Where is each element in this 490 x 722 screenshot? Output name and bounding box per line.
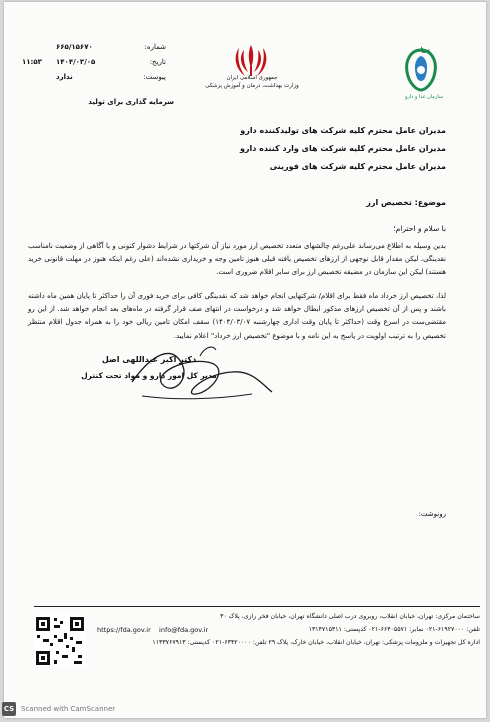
camscanner-watermark xyxy=(2,699,202,719)
signatory-title: مدیر کل امور دارو و مواد تحت کنترل xyxy=(81,371,217,380)
letter-time: ۱۱:۵۳ xyxy=(22,58,42,66)
letter-date-value: ۱۴۰۴/۰۳/۰۵ xyxy=(56,58,96,66)
fda-caption: سازمان غذا و دارو xyxy=(404,94,444,100)
cc-label: رونوشت: xyxy=(418,510,446,518)
recipient-line: مدیران عامل محترم کلیه شرکت های تولیدکننده دارو xyxy=(240,126,446,135)
letter-date-row xyxy=(56,55,166,70)
ministry-line-2: وزارت بهداشت، درمان و آموزش پزشکی xyxy=(205,83,299,89)
letter-meta xyxy=(22,40,166,85)
signatory-name: دکتر اکبر عبداللهی اصل xyxy=(101,355,197,364)
fda-logo-icon xyxy=(401,44,441,96)
recipients-block xyxy=(146,122,446,176)
handwritten-signature xyxy=(112,334,282,414)
letter-attachment-row xyxy=(56,70,166,85)
letter-number-label: شماره: xyxy=(144,43,166,51)
footer-department-address: اداره کل تجهیزات و ملزومات پزشکی: تهران، خیابان انقلاب، خیابان خارک، پلاک ۲۹ تلفن: ۶۳۴۲۰۰۰۰-۰۲۱ کدپستی: ۱۱۳۳۷۶۷۹۱۳ xyxy=(152,639,480,646)
ministry-line-1: جمهوری اسلامی ایران xyxy=(226,75,278,81)
letter-footer xyxy=(34,606,480,683)
footer-website[interactable]: https://fda.gov.ir xyxy=(97,626,151,634)
letter-number-row xyxy=(56,40,166,55)
letter-attachment-label: پیوست: xyxy=(143,73,166,81)
letter-number-value: ۶۶۵/۱۵۶۷۰ xyxy=(56,43,93,51)
letter-greeting: با سلام و احترام؛ xyxy=(393,224,446,233)
recipient-line: مدیران عامل محترم کلیه شرکت های فورینی xyxy=(269,162,446,171)
footer-phone: تلفن: ۶۱۹۲۷۰۰۰-۰۲۱ نمابر: ۶۶۴۰۵۵۷۱-۰۲۱ کدپستی: ۱۳۱۴۷۱۵۳۱۱ xyxy=(308,626,480,633)
recipient-line: مدیران عامل محترم کلیه شرکت های وارد کننده دارو xyxy=(239,144,446,153)
footer-contact xyxy=(97,624,208,637)
letter-subject: موضوع: تخصیص ارز xyxy=(366,198,446,207)
letter-attachment-value: ندارد xyxy=(56,73,73,81)
ministry-header xyxy=(204,74,300,90)
department-label: سرمایه گذاری برای تولید xyxy=(88,98,174,106)
camscanner-label: Scanned with CamScanner xyxy=(21,705,116,713)
letter-page xyxy=(4,2,486,718)
body-paragraph-2: لذا، تخصیص ارز خرداد ماه فقط برای اقلام/ شرکتهایی انجام خواهد شد که نقدینگی کافی برای خرید فوری آن را حداکثر تا پایان همین ماه داشته باشند و پس از آن تخصیص ارزهای مذکور ابطال خواهد شد و درخواست در انتهای صف قرار گرفته در ماه‌های بعد انجام خواهد شد. از این رو مقتضی‌ست در اسرع وقت (حداکثر تا پایان وقت اداری چهارشنبه ۱۴۰۴/۰۳/۰۷) سقف امکان تامین ریالی خود را به همراه جدول اقلام منتظر تخصیص را به ترتیب اولویت در پاسخ به این نامه و با موضوع "تخصیص ارز خرداد" اعلام نمایید. xyxy=(28,292,446,340)
body-paragraph-1: بدین وسیله به اطلاع می‌رساند علی‌رغم چالشهای متعدد تخصیص ارز مورد نیاز آن شرکتها در شرایط دشوار کنونی و با آگاهی از وضعیت نامناسب نقدینگی، لیکن مقدار قابل توجهی از ارزهای تخصیص یافته قبلی هنوز تامین وجه و خریداری نشده‌اند (علی رغم اینکه هنوز در مهلت قانونی خرید هستند) لیکن این سازمان در مضیقه تخصیص ارز برای سایر اقلام ضروری است. xyxy=(28,242,446,277)
footer-email[interactable]: info@fda.gov.ir xyxy=(159,626,209,634)
camscanner-logo-icon: CS xyxy=(2,702,16,716)
letter-date-label: تاریخ: xyxy=(149,58,166,66)
footer-address: ساختمان مرکزی: تهران، خیابان انقلاب، روبروی درب اصلی دانشگاه تهران، خیابان فخر رازی، پلاک ۳۰ xyxy=(220,613,480,620)
